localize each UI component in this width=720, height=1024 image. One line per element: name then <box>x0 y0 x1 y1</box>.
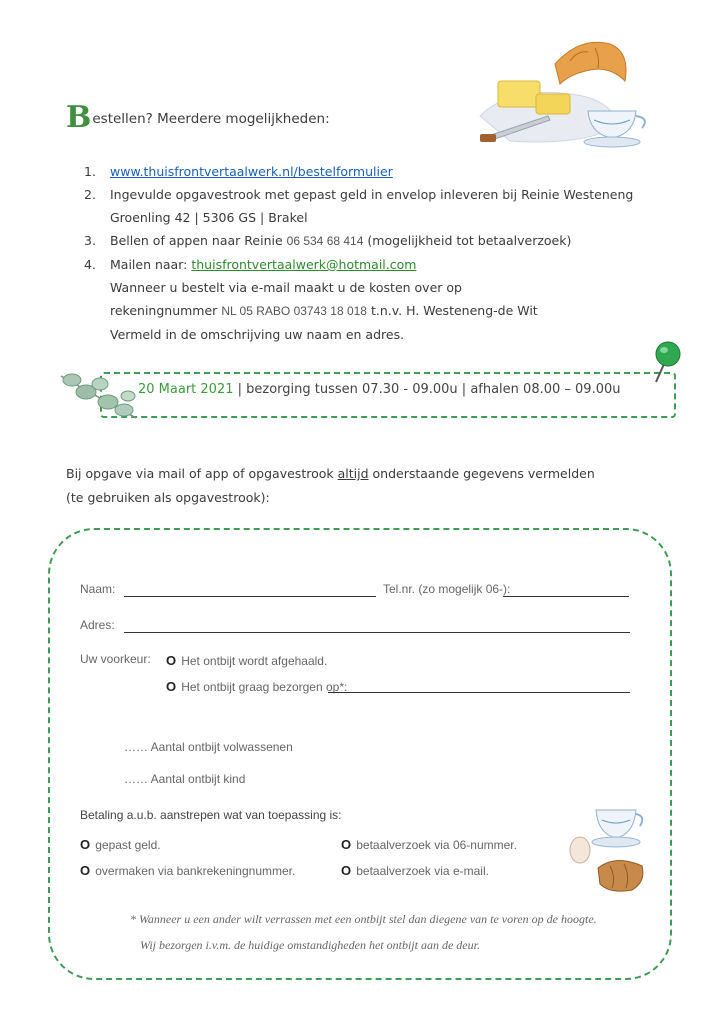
phone-number: 06 534 68 414 <box>286 234 364 248</box>
pay-cash-option[interactable]: O gepast geld. <box>80 837 161 852</box>
delivery-circle[interactable]: O <box>166 679 177 694</box>
delivery-date-field[interactable] <box>328 692 630 693</box>
name-field[interactable] <box>124 596 376 597</box>
address-label: Adres: <box>80 618 115 632</box>
kids-count-field[interactable]: …… Aantal ontbijt kind <box>124 772 246 786</box>
banner-text: 20 Maart 2021 | bezorging tussen 07.30 - 09.00u | afhalen 08.00 – 09.00u <box>138 382 621 397</box>
heading-initial: B <box>66 100 92 135</box>
order-option-envelope: 2. Ingevulde opgavestrook met gepast geld in envelop inleveren bij Reinie Westeneng Groenling 42 | 5306 GS | Brakel <box>84 183 644 229</box>
push-pin-icon <box>644 338 684 386</box>
adults-count-field[interactable]: …… Aantal ontbijt volwassenen <box>124 740 293 754</box>
account-number: NL 05 RABO 03743 18 018 <box>221 304 367 318</box>
footnote-line-1: * Wanneer u een ander wilt verrassen met een ontbijt stel dan diegene van te voren op de hoogte. <box>130 912 597 926</box>
teacup-egg-illustration <box>566 804 650 900</box>
breakfast-illustration <box>470 36 660 156</box>
phone-text: Bellen of appen naar Reinie <box>110 233 283 248</box>
email-label: Mailen naar: <box>110 257 188 272</box>
phone-note: (mogelijkheid tot betaalverzoek) <box>367 233 572 248</box>
pay-request-email-option[interactable]: O betaalverzoek via e-mail. <box>341 863 489 878</box>
pref-pickup-option[interactable]: O Het ontbijt wordt afgehaald. <box>166 653 328 668</box>
order-form-link[interactable]: www.thuisfrontvertaalwerk.nl/bestelformulier <box>110 164 393 179</box>
eucalyptus-illustration <box>56 366 146 426</box>
footnote-line-2: Wij bezorgen i.v.m. de huidige omstandigheden het ontbijt aan de deur. <box>140 938 480 952</box>
pay-transfer-option[interactable]: O overmaken via bankrekeningnummer. <box>80 863 296 878</box>
order-option-email: 4. Mailen naar: thuisfrontvertaalwerk@hotmail.com Wanneer u bestelt via e-mail maakt u de kosten over op rekeningnummer NL 05 RABO 03743 18 018 t.n.v. H. Westeneng-de Wit Vermeld in de omschrijving uw naam en adres. <box>84 253 644 346</box>
address-field[interactable] <box>124 632 630 633</box>
account-line: rekeningnummer NL 05 RABO 03743 18 018 t.n.v. H. Westeneng-de Wit <box>110 303 538 318</box>
footnote <box>130 906 650 958</box>
heading-text: estellen? Meerdere mogelijkheden: <box>92 111 330 127</box>
event-date: 20 Maart 2021 <box>138 382 234 397</box>
preference-label: Uw voorkeur: <box>80 652 151 666</box>
intro-text: Bij opgave via mail of app of opgavestrook altijd onderstaande gegevens vermelden (te gebruiken als opgavestrook): <box>66 466 595 505</box>
name-label: Naam: <box>80 582 116 596</box>
page-heading <box>66 100 330 135</box>
pickup-time: afhalen 08.00 – 09.00u <box>470 382 621 397</box>
phone-field[interactable] <box>503 596 629 597</box>
order-option-phone: 3. Bellen of appen naar Reinie 06 534 68 414 (mogelijkheid tot betaalverzoek) <box>84 233 572 248</box>
email-note: Vermeld in de omschrijving uw naam en adres. <box>110 327 405 342</box>
intro-emphasis: altijd <box>337 466 369 481</box>
pref-delivery-option[interactable]: O Het ontbijt graag bezorgen op*: <box>166 679 348 694</box>
order-option-website: 1. www.thuisfrontvertaalwerk.nl/bestelformulier <box>84 164 393 179</box>
pickup-circle[interactable]: O <box>166 653 177 668</box>
order-options-list <box>84 160 644 346</box>
phone-label: Tel.nr. (zo mogelijk 06-): <box>383 582 511 596</box>
email-instructions: Wanneer u bestelt via e-mail maakt u de kosten over op <box>110 280 462 295</box>
pay-request-phone-option[interactable]: O betaalverzoek via 06-nummer. <box>341 837 517 852</box>
payment-title: Betaling a.u.b. aanstrepen wat van toepassing is: <box>80 808 342 822</box>
envelope-address: Groenling 42 | 5306 GS | Brakel <box>110 210 308 225</box>
envelope-text: Ingevulde opgavestrook met gepast geld in envelop inleveren bij Reinie Westeneng <box>110 187 634 202</box>
email-link[interactable]: thuisfrontvertaalwerk@hotmail.com <box>191 257 417 272</box>
delivery-time: bezorging tussen 07.30 - 09.00u <box>246 382 458 397</box>
